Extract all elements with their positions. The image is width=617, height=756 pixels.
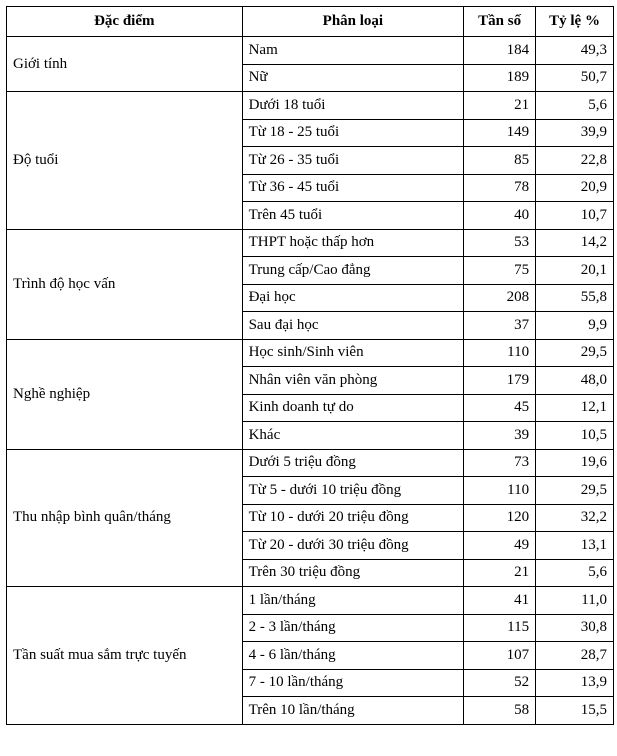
frequency-cell: 73 (464, 449, 536, 477)
percent-cell: 50,7 (536, 64, 614, 92)
percent-cell: 29,5 (536, 477, 614, 505)
category-cell: Trung cấp/Cao đẳng (242, 257, 464, 285)
frequency-cell: 39 (464, 422, 536, 450)
category-cell: Kinh doanh tự do (242, 394, 464, 422)
frequency-cell: 184 (464, 37, 536, 65)
percent-cell: 5,6 (536, 559, 614, 587)
frequency-cell: 75 (464, 257, 536, 285)
category-cell: Học sinh/Sinh viên (242, 339, 464, 367)
header-percent: Tỷ lệ % (536, 7, 614, 37)
percent-cell: 14,2 (536, 229, 614, 257)
frequency-cell: 37 (464, 312, 536, 340)
percent-cell: 5,6 (536, 92, 614, 120)
category-cell: Trên 45 tuổi (242, 202, 464, 230)
frequency-cell: 21 (464, 92, 536, 120)
frequency-cell: 179 (464, 367, 536, 395)
percent-cell: 13,1 (536, 532, 614, 560)
percent-cell: 39,9 (536, 119, 614, 147)
percent-cell: 30,8 (536, 614, 614, 642)
frequency-cell: 115 (464, 614, 536, 642)
table-row (7, 449, 614, 477)
category-cell: 1 lần/tháng (242, 587, 464, 615)
frequency-cell: 41 (464, 587, 536, 615)
category-cell: Trên 30 triệu đồng (242, 559, 464, 587)
percent-cell: 19,6 (536, 449, 614, 477)
group-name-cell: Độ tuổi (7, 92, 243, 230)
frequency-cell: 85 (464, 147, 536, 175)
percent-cell: 9,9 (536, 312, 614, 340)
percent-cell: 55,8 (536, 284, 614, 312)
table-header (7, 7, 614, 37)
percent-cell: 13,9 (536, 669, 614, 697)
frequency-cell: 208 (464, 284, 536, 312)
percent-cell: 28,7 (536, 642, 614, 670)
group-name-cell: Trình độ học vấn (7, 229, 243, 339)
group-name-cell: Tần suất mua sắm trực tuyến (7, 587, 243, 725)
percent-cell: 10,7 (536, 202, 614, 230)
percent-cell: 22,8 (536, 147, 614, 175)
frequency-cell: 189 (464, 64, 536, 92)
category-cell: THPT hoặc thấp hơn (242, 229, 464, 257)
table-body (7, 37, 614, 725)
frequency-cell: 21 (464, 559, 536, 587)
category-cell: Khác (242, 422, 464, 450)
frequency-cell: 107 (464, 642, 536, 670)
category-cell: Từ 36 - 45 tuổi (242, 174, 464, 202)
category-cell: Đại học (242, 284, 464, 312)
frequency-cell: 149 (464, 119, 536, 147)
frequency-cell: 110 (464, 477, 536, 505)
percent-cell: 20,9 (536, 174, 614, 202)
category-cell: Sau đại học (242, 312, 464, 340)
header-frequency: Tần số (464, 7, 536, 37)
category-cell: 4 - 6 lần/tháng (242, 642, 464, 670)
category-cell: Từ 10 - dưới 20 triệu đồng (242, 504, 464, 532)
category-cell: Dưới 18 tuổi (242, 92, 464, 120)
percent-cell: 11,0 (536, 587, 614, 615)
percent-cell: 10,5 (536, 422, 614, 450)
category-cell: Từ 20 - dưới 30 triệu đồng (242, 532, 464, 560)
category-cell: Nam (242, 37, 464, 65)
category-cell: Từ 26 - 35 tuổi (242, 147, 464, 175)
category-cell: Từ 5 - dưới 10 triệu đồng (242, 477, 464, 505)
group-name-cell: Nghề nghiệp (7, 339, 243, 449)
table-row (7, 37, 614, 65)
category-cell: Trên 10 lần/tháng (242, 697, 464, 725)
percent-cell: 15,5 (536, 697, 614, 725)
frequency-cell: 49 (464, 532, 536, 560)
frequency-cell: 78 (464, 174, 536, 202)
group-name-cell: Giới tính (7, 37, 243, 92)
header-category: Phân loại (242, 7, 464, 37)
percent-cell: 49,3 (536, 37, 614, 65)
category-cell: Nữ (242, 64, 464, 92)
frequency-cell: 52 (464, 669, 536, 697)
category-cell: 2 - 3 lần/tháng (242, 614, 464, 642)
percent-cell: 48,0 (536, 367, 614, 395)
table-row (7, 587, 614, 615)
frequency-cell: 58 (464, 697, 536, 725)
frequency-cell: 40 (464, 202, 536, 230)
table-row (7, 229, 614, 257)
percent-cell: 29,5 (536, 339, 614, 367)
category-cell: 7 - 10 lần/tháng (242, 669, 464, 697)
percent-cell: 12,1 (536, 394, 614, 422)
frequency-cell: 110 (464, 339, 536, 367)
header-row (7, 7, 614, 37)
frequency-cell: 53 (464, 229, 536, 257)
header-characteristic: Đặc điểm (7, 7, 243, 37)
percent-cell: 32,2 (536, 504, 614, 532)
group-name-cell: Thu nhập bình quân/tháng (7, 449, 243, 587)
category-cell: Dưới 5 triệu đồng (242, 449, 464, 477)
table-row (7, 92, 614, 120)
category-cell: Từ 18 - 25 tuổi (242, 119, 464, 147)
demographics-table (6, 6, 614, 725)
frequency-cell: 45 (464, 394, 536, 422)
category-cell: Nhân viên văn phòng (242, 367, 464, 395)
table-row (7, 339, 614, 367)
frequency-cell: 120 (464, 504, 536, 532)
percent-cell: 20,1 (536, 257, 614, 285)
